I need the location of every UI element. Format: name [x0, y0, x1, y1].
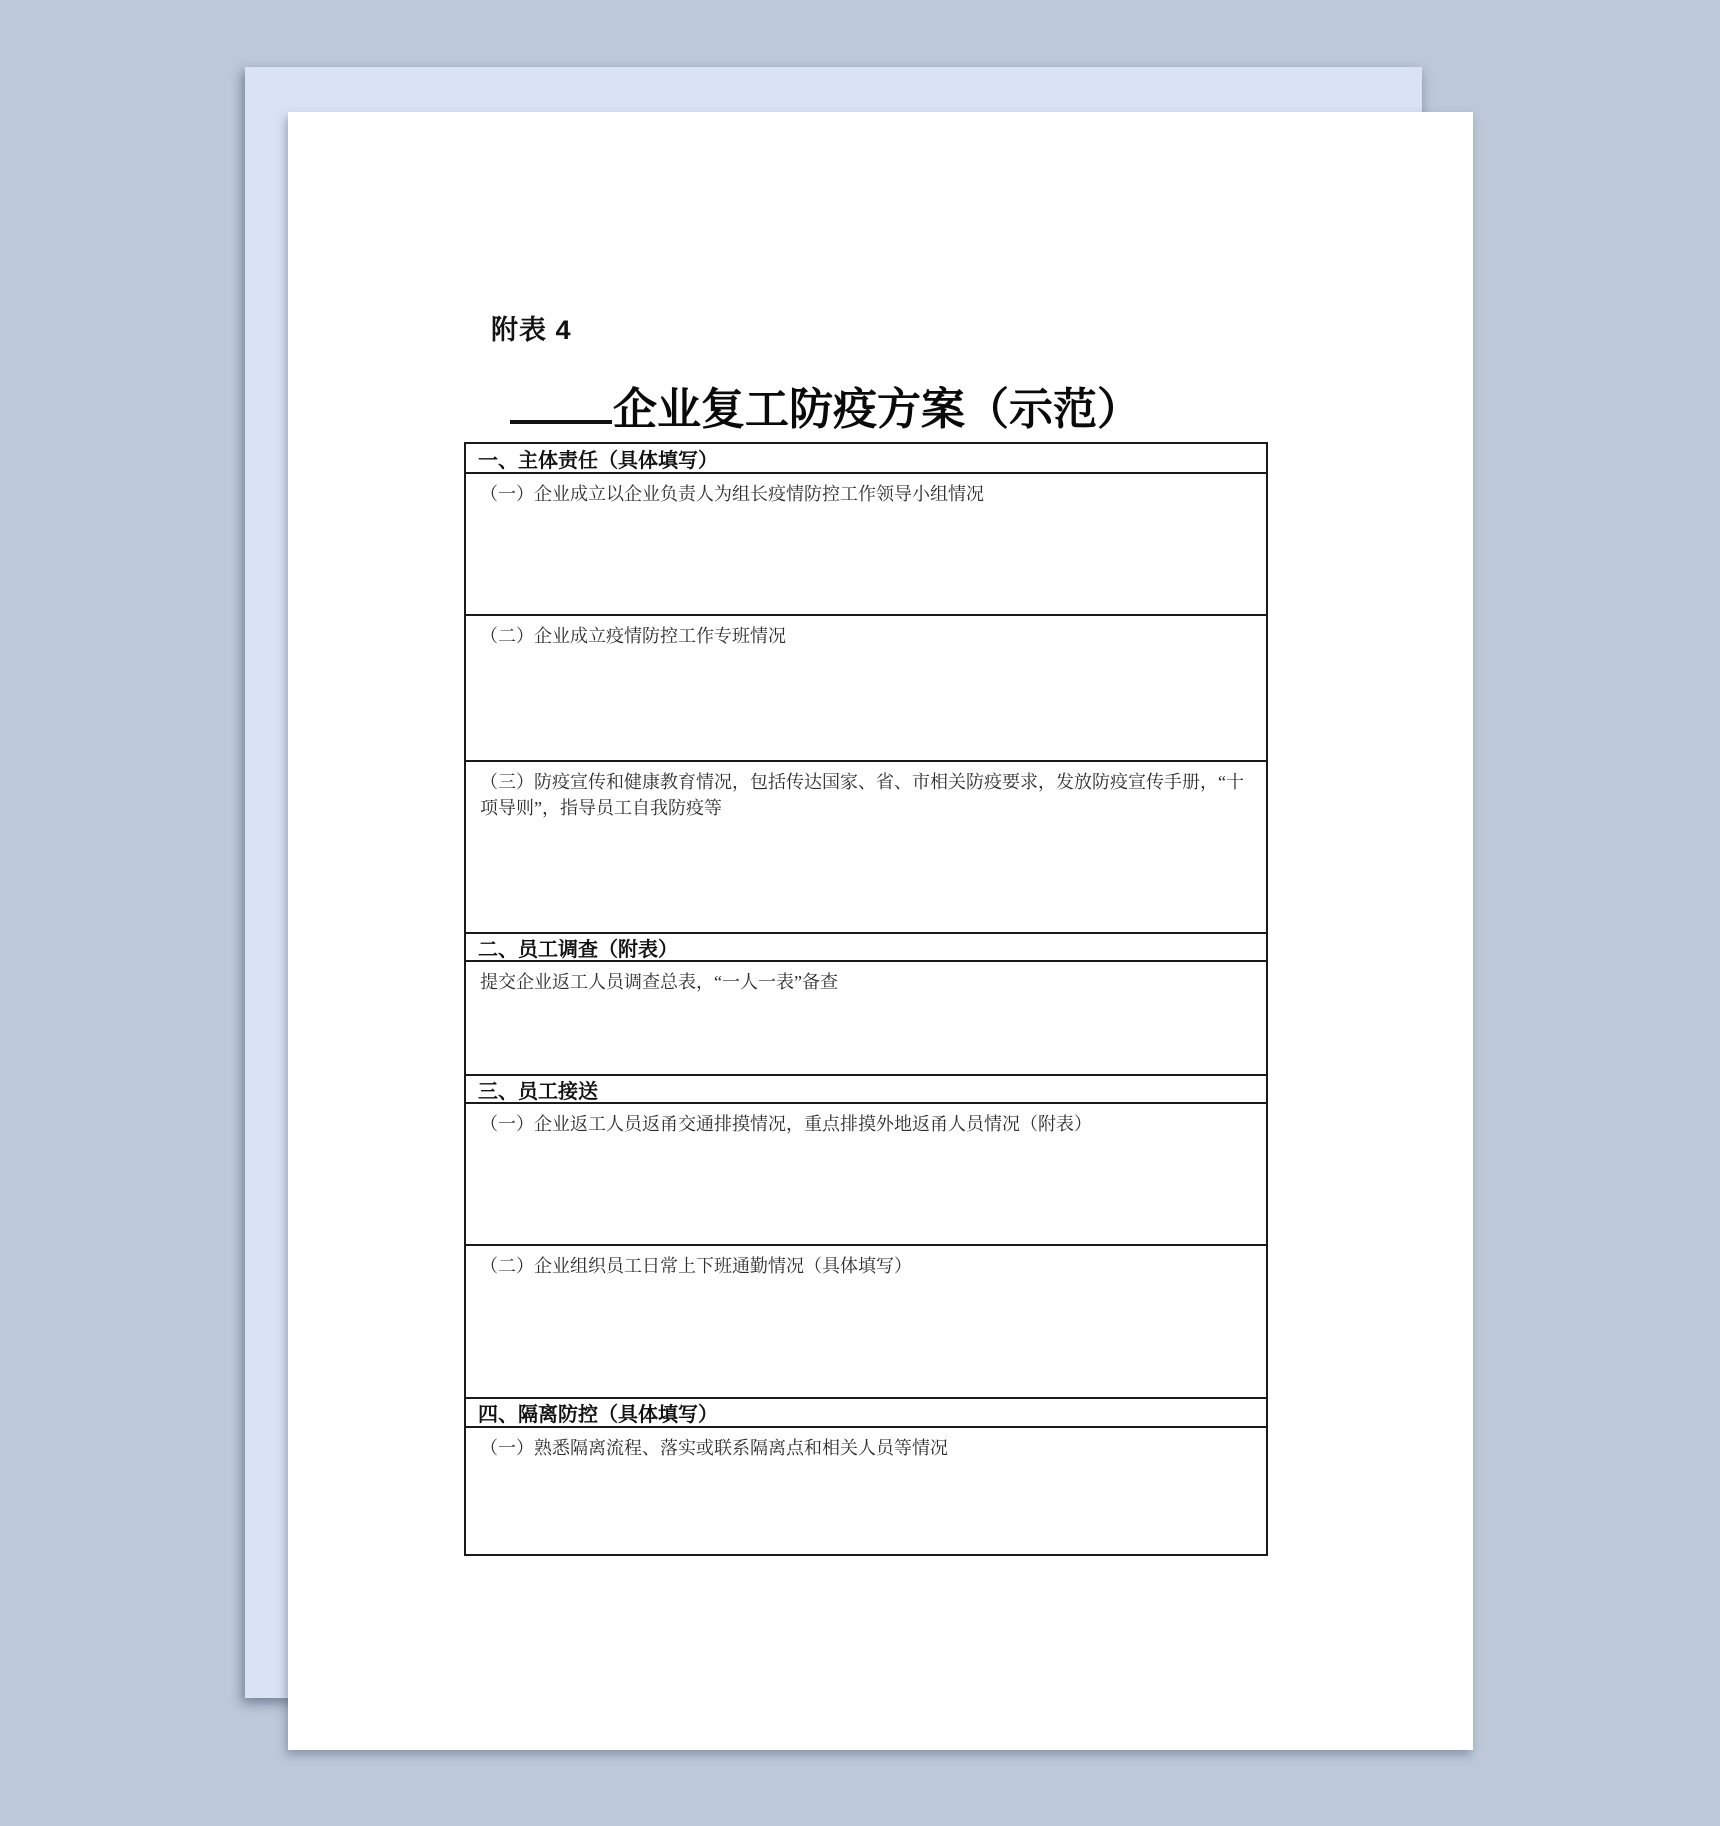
table-row: （二）企业成立疫情防控工作专班情况 — [466, 614, 1266, 760]
fill-in-blank-underline — [510, 380, 612, 424]
section-header-row: 三、员工接送 — [466, 1074, 1266, 1102]
section-header-row: 二、员工调查（附表） — [466, 932, 1266, 960]
plan-table — [464, 442, 1268, 1556]
table-row: 提交企业返工人员调查总表，“一人一表”备查 — [466, 960, 1266, 1074]
document-title-text: 企业复工防疫方案（示范） — [613, 385, 1141, 434]
document-title — [288, 373, 1473, 437]
table-row: （二）企业组织员工日常上下班通勤情况（具体填写） — [466, 1244, 1266, 1397]
table-row: （一）企业返工人员返甬交通排摸情况，重点排摸外地返甬人员情况（附表） — [466, 1102, 1266, 1244]
document-page — [288, 112, 1473, 1750]
section-header-row: 四、隔离防控（具体填写） — [466, 1397, 1266, 1426]
table-row: （一）企业成立以企业负责人为组长疫情防控工作领导小组情况 — [466, 472, 1266, 614]
table-row: （三）防疫宣传和健康教育情况，包括传达国家、省、市相关防疫要求，发放防疫宣传手册，“十项导则”，指导员工自我防疫等 — [466, 760, 1266, 932]
attachment-label: 附表 4 — [491, 315, 572, 345]
section-header-row: 一、主体责任（具体填写） — [478, 449, 718, 472]
table-row: （一）熟悉隔离流程、落实或联系隔离点和相关人员等情况 — [466, 1426, 1266, 1554]
